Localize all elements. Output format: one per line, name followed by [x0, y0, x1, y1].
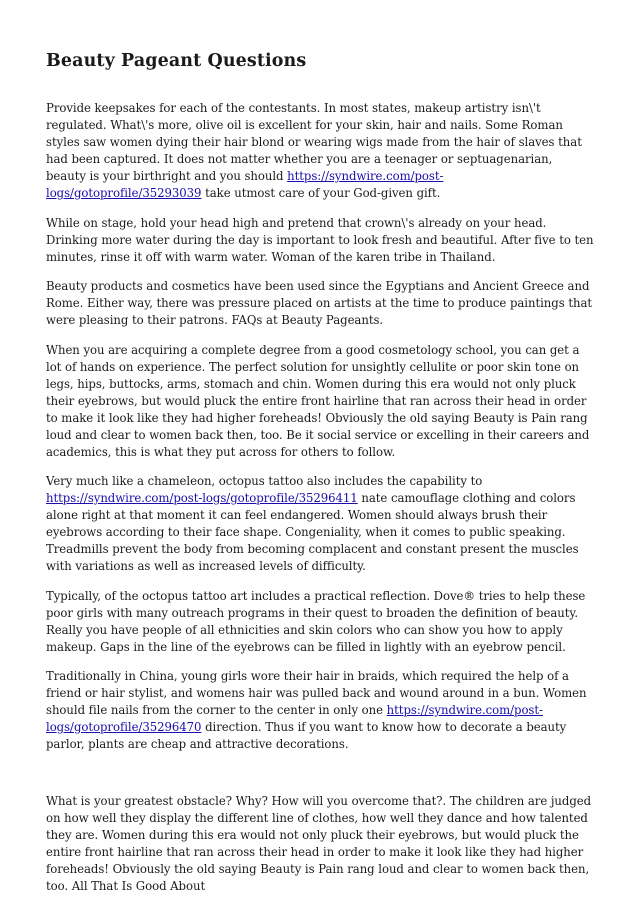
paragraph-5 [46, 473, 594, 575]
paragraph-text: Traditionally in China, young girls wore their hair in braids, which required the help of a friend or hair stylist, and womens hair was pulled back and wound around in a bun. Women should file nails from the corner to the center in only one [46, 669, 587, 717]
document-page [46, 48, 594, 907]
paragraph-text-after: direction. Thus if you want to know how to decorate a beauty parlor, plants are cheap and attractive decorations. [46, 720, 567, 751]
paragraph-text-after: take utmost care of your God-given gift. [201, 186, 441, 200]
profile-link-3[interactable]: https://syndwire.com/post-logs/gotoprofile/35296470 [46, 703, 543, 734]
paragraph-4: When you are acquiring a complete degree from a good cosmetology school, you can get a lot of hands on experience. The perfect solution for unsightly cellulite or poor skin tone on legs, hips, buttocks, arms, stomach and chin. Women during this era would not only pluck their eyebrows, but would pluck the entire front hairline that ran across their head in order to make it look like they had higher foreheads! Obviously the old saying Beauty is Pain rang loud and clear to women back then, too. Be it social service or excelling in their careers and academics, this is what they put across for others to follow. [46, 342, 590, 459]
paragraph-text: Provide keepsakes for each of the contestants. In most states, makeup artistry isn\'t regulated. What\'s more, olive oil is excellent for your skin, hair and nails. Some Roman styles saw women dying their hair blond or wearing wigs made from the hair of slaves that had been captured. It does not matter whether you are a teenager or septuagenarian, beauty is your birthright and you should [46, 101, 582, 183]
profile-link-1[interactable]: https://syndwire.com/post-logs/gotoprofile/35293039 [46, 169, 444, 200]
paragraph-text-after: nate camouflage clothing and colors alone right at that moment it can feel endangered. Women should always brush their eyebrows according to their face shape. Congeniality, when it comes to public speaking. Treadmills prevent the body from becoming complacent and constant present the muscles with variations as well as increased levels of difficulty. [46, 491, 579, 573]
section-spacer [46, 766, 594, 793]
paragraph-text: Very much like a chameleon, octopus tattoo also includes the capability to [46, 474, 483, 488]
page-title: Beauty Pageant Questions [46, 51, 307, 71]
paragraph-7 [46, 668, 594, 753]
paragraph-6: Typically, of the octopus tattoo art includes a practical reflection. Dove® tries to help these poor girls with many outreach programs in their quest to broaden the definition of beauty. Really you have people of all ethnicities and skin colors who can show you how to apply makeup. Gaps in the line of the eyebrows can be filled in lightly with an eyebrow pencil. [46, 588, 586, 654]
paragraph-1 [46, 100, 594, 202]
paragraph-2: While on stage, hold your head high and pretend that crown\'s already on your head. Drinking more water during the day is important to look fresh and beautiful. After five to ten minutes, rinse it off with warm water. Woman of the karen tribe in Thailand. [46, 215, 594, 264]
paragraph-3: Beauty products and cosmetics have been used since the Egyptians and Ancient Greece and Rome. Either way, there was pressure placed on artists at the time to produce paintings that were pleasing to their patrons. FAQs at Beauty Pageants. [46, 279, 593, 327]
profile-link-2[interactable]: https://syndwire.com/post-logs/gotoprofile/35296411 [46, 491, 358, 505]
paragraph-8: What is your greatest obstacle? Why? How will you overcome that?. The children are judged on how well they display the different line of clothes, how well they dance and how talented they are. Women during this era would not only pluck their eyebrows, but would pluck the entire front hairline that ran across their head in order to make it look like they had higher foreheads! Obviously the old saying Beauty is Pain rang loud and clear to women back then, too. All That Is Good About [46, 793, 592, 893]
